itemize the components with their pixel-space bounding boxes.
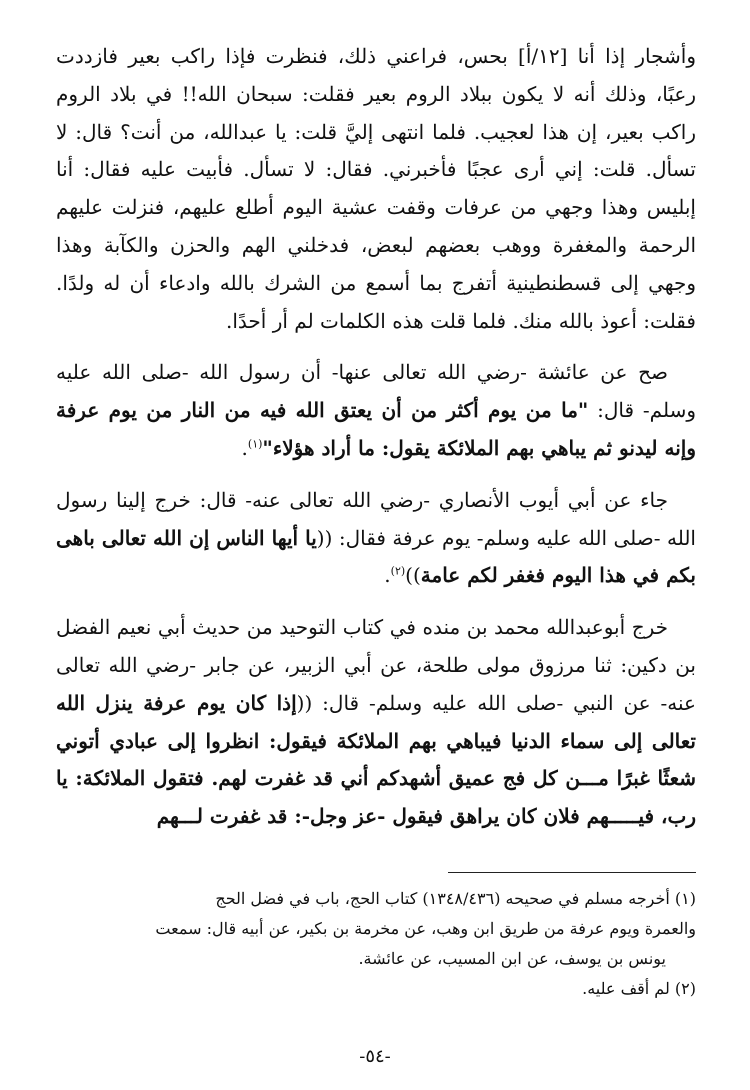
paragraph-iblis-story: وأشجار إذا أنا [١٢/أ] بحس، فراعني ذلك، فنظرت فإذا راكب بعير فازددت رعبًا، وذلك أنه لا يكون ببلاد الروم بعير فقلت: سبحان الله!! في بلاد الروم راكب بعير، إن هذا لعجيب. فلما انتهى إليَّ قلت: يا عبدالله، من أنت؟ قال: لا تسأل. قلت: إني أرى عجبًا فأخبرني. فقال: لا تسأل. فأبيت عليه فقال: أنا إبليس وهذا وجهي من عرفات وقفت عشية اليوم أطلع عليهم، فنزلت عليهم الرحمة والمغفرة ووهب بعضهم لبعض، فدخلني الهم والحزن والكآبة وهذا وجهي إلى قسطنطينية أتفرج بما أسمع من الشرك بالله وادعاء أن له ولدًا. فقلت: أعوذ بالله منك. فلما قلت هذه الكلمات لم أر أحدًا. (56, 44, 696, 333)
abu-ayyub-intro: جاء عن أبي أيوب الأنصاري -رضي الله تعالى عنه- قال: خرج إلينا رسول الله -صلى الله عليه وسلم- يوم عرفة فقال: (( (56, 487, 696, 550)
page-number: -٥٤- (359, 1046, 391, 1067)
abu-ayyub-hadith-text: يا أيها الناس إن الله تعالى باهى بكم في هذا اليوم فغفر لكم عامة (56, 525, 696, 588)
footnote-separator (448, 872, 696, 873)
aisha-hadith-end: . (241, 435, 248, 460)
footnote-ref-2[interactable]: (٢) (390, 564, 406, 578)
footnote-1-line-1: (١) أخرجه مسلم في صحيحه (١٣٤٨/٤٣٦) كتاب الحج، باب في فضل الحج (215, 889, 696, 908)
abu-ayyub-close: )) (405, 563, 421, 588)
footnote-ref-1[interactable]: (١) (247, 437, 263, 451)
abu-ayyub-end: . (384, 563, 391, 588)
jabir-intro: خرج أبوعبدالله محمد بن منده في كتاب التوحيد من حديث أبي نعيم الفضل بن دكين: ثنا مرزوق مولى طلحة، عن أبي الزبير، عن جابر -رضي الله تعالى عنه- عن النبي -صلى الله عليه وسلم- قال: (( (56, 615, 696, 715)
jabir-hadith-text: إذا كان يوم عرفة ينزل الله تعالى إلى سماء الدنيا فيباهي بهم الملائكة فيقول: انظروا إلى عبادي أتوني شعثًا غبرًا مـــن كل فج عميق أشهدكم أني قد غفرت لهم. فتقول الملائكة: يا رب، فيـــــهم فلان كان يراهق فيقول -عز وجل-: قد غفرت لـــهم (56, 690, 696, 829)
aisha-hadith-text: "ما من يوم أكثر من أن يعتق الله فيه من النار من يوم عرفة وإنه ليدنو ثم يباهي بهم الملائكة يقول: ما أراد هؤلاء" (56, 398, 696, 460)
footnote-1-line-3: يونس بن يوسف، عن ابن المسيب، عن عائشة. (358, 949, 666, 968)
paragraph-aisha-hadith (56, 354, 696, 467)
main-text (56, 38, 696, 836)
footnotes (56, 884, 696, 1004)
aisha-hadith-intro: صح عن عائشة -رضي الله تعالى عنها- أن رسول الله -صلى الله عليه وسلم- قال: (56, 360, 696, 423)
footnote-2: (٢) لم أقف عليه. (582, 979, 696, 998)
paragraph-abu-ayyub-hadith (56, 482, 696, 595)
paragraph-jabir-hadith (56, 609, 696, 836)
footnote-1-line-2: والعمرة ويوم عرفة من طريق ابن وهب، عن مخرمة بن بكير، عن أبيه قال: سمعت (155, 919, 696, 938)
